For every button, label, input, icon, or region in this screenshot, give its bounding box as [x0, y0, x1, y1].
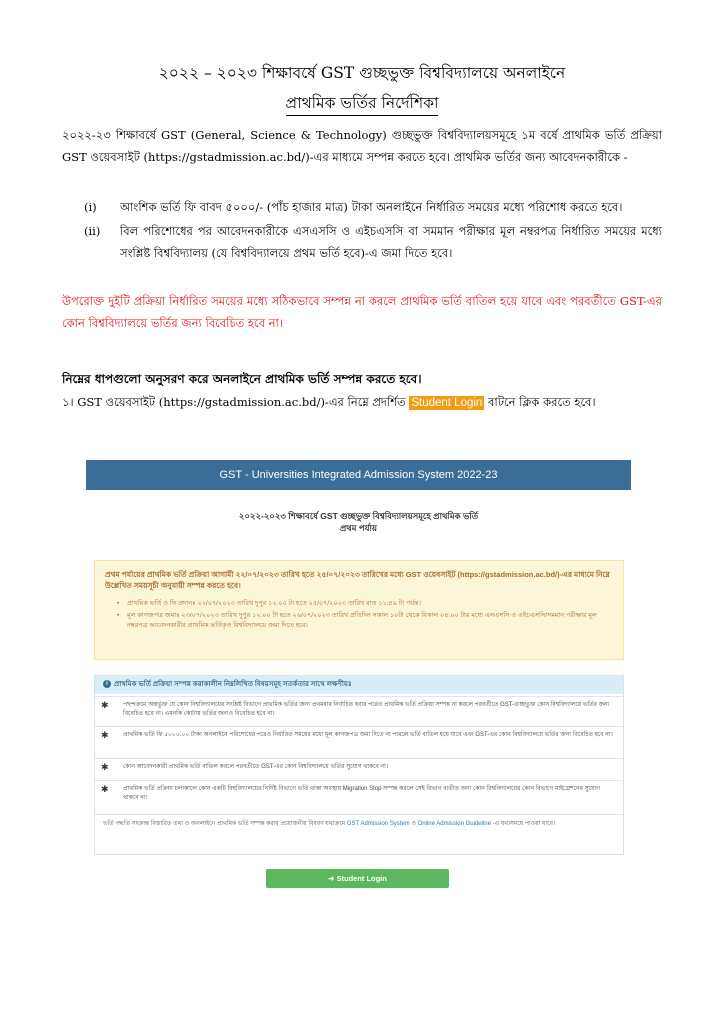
rule-row — [95, 726, 623, 759]
rule-text: পছন্দক্রমে অন্তর্ভুক্ত যে কোন বিশ্ববিদ্যালয়ের সংশ্লিষ্ট বিভাগে প্রাথমিক ভর্তির জন্য প্রথমবার নির্বাচিত হবার পরেও প্রাথমিক ভর্তি প্রক্রিয়া সম্পন্ন না করলে পরবর্তীতে GST-গুচ্ছভুক্ত কোন বিশ্ববিদ্যালয়ে ভর্তির জন্য বিবেচিত হবে না। এমনকি কোটায় ভর্তির জন্যও বিবেচিত হবে না। — [123, 702, 610, 717]
list-item: • মূল কাগজপত্র জমাঃ ২৩/০৭/২০২৩ তারিখ দুপুর ১২:০০ টা হতে ২৬/০৭/২০২৩ তারিখ প্রতিদিন সকাল ১০টা থেকে বিকাল ০৪:০০ টার মধ্যে এসএসসি ও এইচএসসি/সমমান পরীক্ষার মূল নম্বরপত্র আবেদনকারীর প্রাথমিক ভর্তিকৃত বিশ্ববিদ্যালয়ে জমা দিতে হবে। — [117, 611, 612, 631]
caution-heading-text: প্রাথমিক ভর্তি প্রক্রিয়া সম্পন্ন করাকালীন নিম্নলিখিত বিষয়সমূহ সতর্কতার সাথে লক্ষণীয়ঃ — [114, 681, 352, 688]
website-screenshot — [86, 460, 631, 900]
list-item — [84, 220, 662, 264]
step-1-text-after: বাটনে ক্লিক করতে হবে। — [484, 395, 596, 409]
list-item-text: আংশিক ভর্তি ফি বাবদ ৫০০০/- (পাঁচ হাজার মাত্র) টাকা অনলাইনে নির্ধারিত সময়ের মধ্যে পরিশোধ করতে হবে। — [120, 200, 623, 214]
warning-paragraph: উপরোক্ত দুইটি প্রক্রিয়া নির্ধারিত সময়ের মধ্যে সঠিকভাবে সম্পন্ন না করলে প্রাথমিক ভর্তি বাতিল হয়ে যাবে এবং পরবর্তীতে GST-এর কোন বিশ্ববিদ্যালয়ে ভর্তির জন্য বিবেচিত হবে না। — [62, 294, 662, 330]
rule-text: প্রাথমিক ভর্তি ফি ৫০০০.০০ টাকা অনলাইনে পরিশোধের পরেও নির্ধারিত সময়ের মধ্যে মূল কাগজপত্র জমা দিতে না পারলে ভর্তি বাতিল হয়ে যাবে এবং GST-এর কোন বিশ্ববিদ্যালয়ে ভর্তির জন্য বিবেচিত হবে না। — [123, 732, 613, 738]
footer-note-after: -এ যথাসময়ে পাওয়া যাবে। — [490, 821, 556, 827]
asterisk-icon: ✱ — [101, 700, 109, 710]
requirements-list — [84, 196, 662, 266]
step-1-text-before: ১। GST ওয়েবসাইট (https://gstadmission.ac.bd/)-এর নিম্নে প্রদর্শিত — [62, 395, 410, 409]
login-icon: ➜ — [328, 874, 337, 883]
schedule-bullets — [117, 599, 612, 633]
site-header: GST - Universities Integrated Admission System 2022-23 — [86, 460, 631, 490]
document-title: ২০২২ – ২০২৩ শিক্ষাবর্ষে GST গুচ্ছভুক্ত বিশ্ববিদ্যালয়ে অনলাইনে — [158, 64, 566, 82]
list-item: • প্রাথমিক ভর্তি ও ফি প্রদানঃ ২২/০৭/২০২৩ তারিখ দুপুর ১২:০০ টা হতে ২৫/০৭/২০২৩ তারিখ রাত ১১:৫৯ টা পর্যন্ত। — [117, 599, 612, 609]
schedule-notice-text: প্রথম পর্যায়ের প্রাথমিক ভর্তি প্রক্রিয়া আগামী ২২/০৭/২০২৩ তারিখ হতে ২৫/০৭/২০২৩ তারিখের মধ্যে GST ওয়েবসাইট (https://gstadmission.ac.bd/)-এর মাধ্যমে নিম্নে উল্লেখিত সময়সূচী অনুযায়ী সম্পন্ন করতে হবে। — [105, 570, 610, 590]
schedule-notice — [94, 560, 624, 660]
site-title — [86, 510, 631, 534]
list-item — [84, 196, 662, 218]
caution-panel-heading — [95, 676, 623, 694]
footer-note-before: ভর্তি পদ্ধতি সংক্রান্ত বিস্তারিত তথ্য ও অনলাইনে প্রাথমিক ভর্তি সম্পন্ন করার প্রয়োজনীয় বিবরণ যথাক্রমে — [103, 821, 347, 827]
site-title-line-2: প্রথম পর্যায় — [339, 523, 378, 533]
list-item-text: বিল পরিশোধের পর আবেদনকারীকে এসএসসি ও এইচএসসি বা সমমান পরীক্ষার মূল নম্বরপত্র নির্ধারিত সময়ের মধ্যে সংশ্লিষ্ট বিশ্ববিদ্যালয় (যে বিশ্ববিদ্যালয়ে প্রথম ভর্তি হবে)-এ জমা দিতে হবে। — [120, 224, 662, 260]
document-subtitle — [62, 92, 662, 116]
online-admission-guideline-link[interactable]: Online Admission Guideline — [417, 821, 491, 827]
asterisk-icon: ✱ — [101, 784, 109, 794]
rule-row — [95, 780, 623, 815]
rule-row — [95, 696, 623, 727]
asterisk-icon: ✱ — [101, 730, 109, 740]
caution-panel — [94, 675, 624, 855]
student-login-label: Student Login — [336, 874, 387, 883]
rule-text: কোন আবেদনকারী প্রাথমিক ভর্তি বাতিল করলে পরবর্তীতে GST-এর কোন বিশ্ববিদ্যালয়ে ভর্তির সুযোগ থাকবে না। — [123, 764, 389, 770]
student-login-highlight: Student Login — [411, 397, 483, 409]
footer-note — [103, 820, 618, 829]
site-title-line-1: ২০২২-২০২৩ শিক্ষাবর্ষে GST গুচ্ছভুক্ত বিশ্ববিদ্যালয়সমূহে প্রাথমিক ভর্তি — [238, 511, 479, 521]
info-icon: i — [103, 680, 111, 688]
rule-text: প্রাথমিক ভর্তি প্রক্রিয়া চলাকালে কোন একটি বিশ্ববিদ্যালয়ের নির্দিষ্ট বিভাগে ভর্তি থাকা অবস্থায় Migration Stop সম্পন্ন করলে সেই বিভাগ ব্যতীত অন্য কোন বিশ্ববিদ্যালয়ের কোন বিভাগে মাইগ্রেশনের সুযোগ থাকবে না। — [123, 786, 601, 801]
rule-row — [95, 758, 623, 781]
footer-note-mid: ও — [409, 821, 418, 827]
gst-admission-system-link[interactable]: GST Admission System — [346, 821, 410, 827]
step-1 — [62, 390, 662, 415]
intro-paragraph: ২০২২-২৩ শিক্ষাবর্ষে GST (General, Science & Technology) গুচ্ছভুক্ত বিশ্ববিদ্যালয়সমূহে ১ম বর্ষে প্রাথমিক ভর্তি প্রক্রিয়া GST ওয়েবসাইট (https://gstadmission.ac.bd/)-এর মাধ্যমে সম্পন্ন করতে হবে। প্রাথমিক ভর্তির জন্য আবেদনকারীকে - — [62, 128, 662, 164]
list-item-number: (ii) — [84, 224, 101, 238]
steps-heading: নিম্নের ধাপগুলো অনুসরণ করে অনলাইনে প্রাথমিক ভর্তি সম্পন্ন করতে হবে। — [62, 372, 422, 386]
asterisk-icon: ✱ — [101, 762, 109, 772]
student-login-button[interactable] — [266, 869, 449, 888]
list-item-number: (i) — [84, 200, 97, 214]
document-subtitle-text: প্রাথমিক ভর্তির নির্দেশিকা — [286, 92, 439, 116]
